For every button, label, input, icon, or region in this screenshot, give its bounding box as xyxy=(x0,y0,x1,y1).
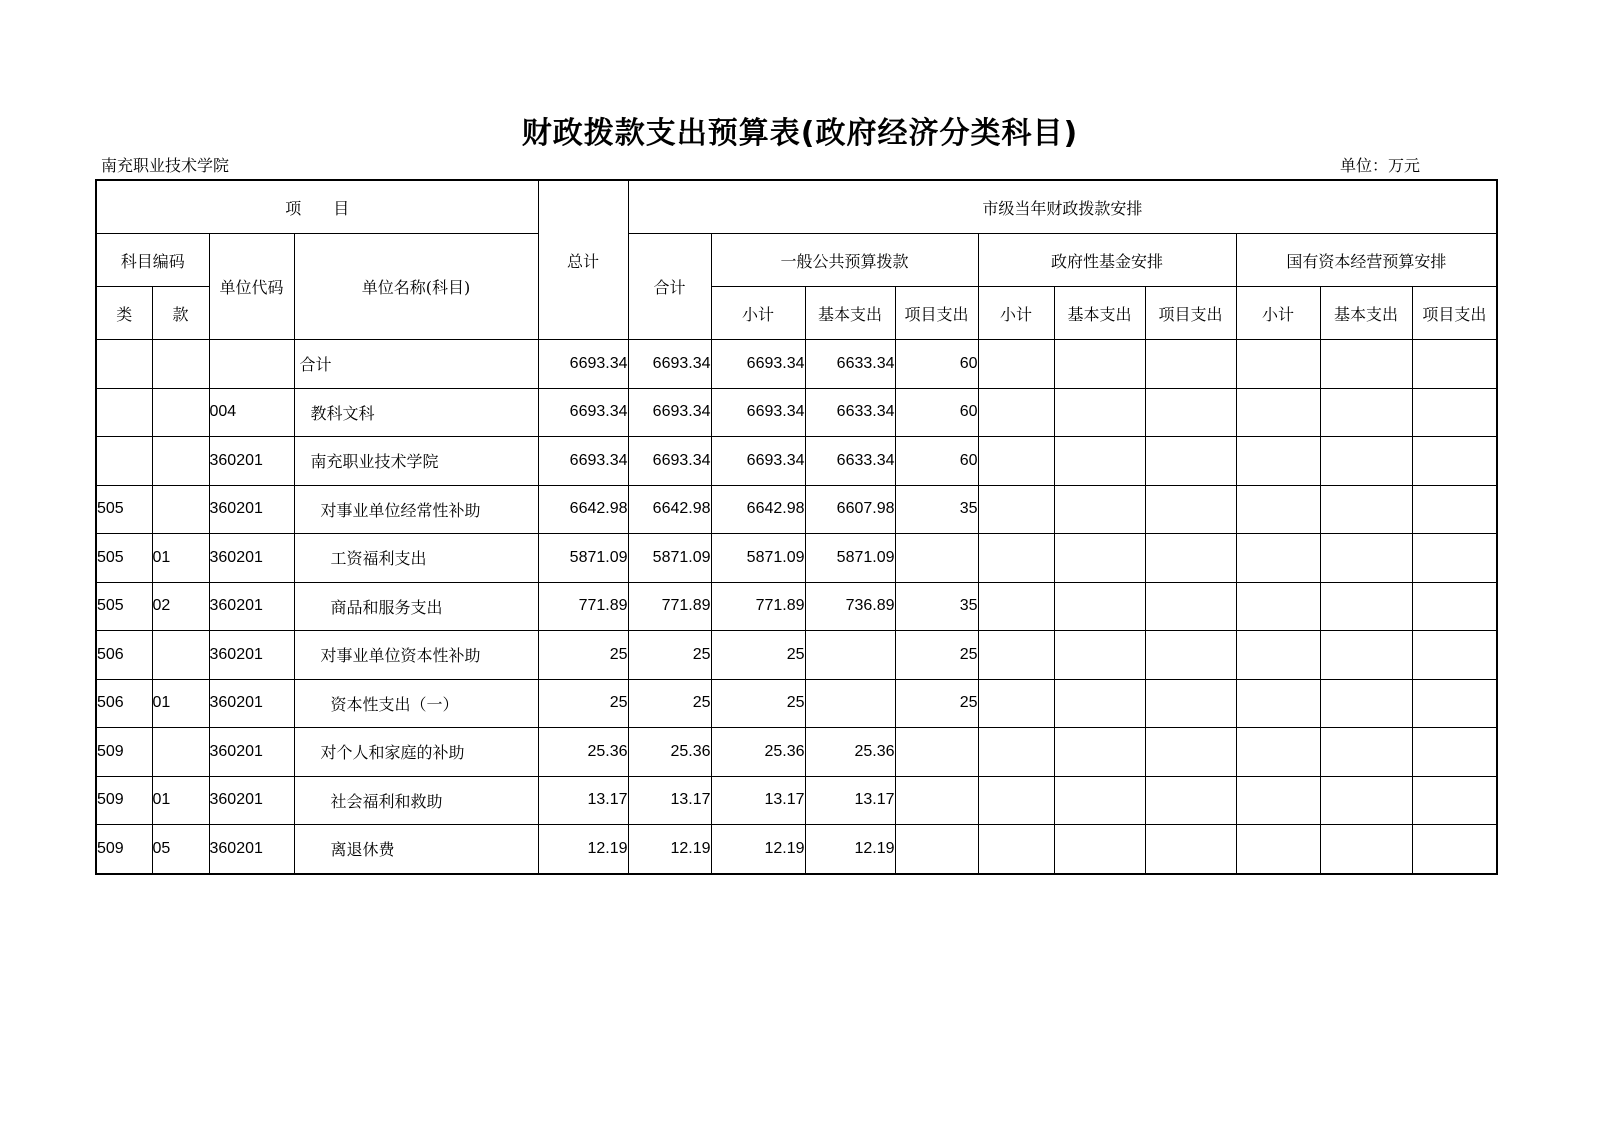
cell-general-item: 35 xyxy=(895,582,978,631)
cell-unit-code: 004 xyxy=(209,388,294,437)
cell-unit-code: 360201 xyxy=(209,631,294,680)
cell-fund-basic xyxy=(1054,728,1145,777)
cell-fund-basic xyxy=(1054,340,1145,389)
cell-general-item xyxy=(895,825,978,874)
cell-fund-item xyxy=(1145,340,1236,389)
cell-general-item xyxy=(895,728,978,777)
cell-unit-code: 360201 xyxy=(209,437,294,486)
cell-kuan: 01 xyxy=(152,776,209,825)
cell-unit-name: 合计 xyxy=(294,340,538,389)
cell-sum: 25 xyxy=(628,679,711,728)
cell-total: 25 xyxy=(538,631,628,680)
cell-fund-item xyxy=(1145,825,1236,874)
cell-capital-basic xyxy=(1320,631,1412,680)
cell-general-subtotal: 25 xyxy=(711,631,805,680)
cell-capital-subtotal xyxy=(1236,679,1320,728)
cell-general-subtotal: 5871.09 xyxy=(711,534,805,583)
cell-capital-basic xyxy=(1320,825,1412,874)
cell-general-basic: 5871.09 xyxy=(805,534,895,583)
header-state-capital: 国有资本经营预算安排 xyxy=(1236,234,1497,287)
budget-table xyxy=(95,179,1498,875)
cell-general-basic: 6633.34 xyxy=(805,340,895,389)
cell-total: 6693.34 xyxy=(538,437,628,486)
cell-capital-item xyxy=(1412,388,1497,437)
cell-unit-code: 360201 xyxy=(209,534,294,583)
cell-sum: 25 xyxy=(628,631,711,680)
cell-fund-item xyxy=(1145,582,1236,631)
table-row xyxy=(96,728,1497,777)
cell-general-basic: 25.36 xyxy=(805,728,895,777)
cell-lei xyxy=(96,437,152,486)
header-capital-basic: 基本支出 xyxy=(1320,287,1412,340)
cell-fund-basic xyxy=(1054,825,1145,874)
cell-capital-basic xyxy=(1320,340,1412,389)
header-capital-subtotal: 小计 xyxy=(1236,287,1320,340)
cell-fund-basic xyxy=(1054,582,1145,631)
cell-capital-subtotal xyxy=(1236,582,1320,631)
header-fund-subtotal: 小计 xyxy=(978,287,1054,340)
header-city-arrangement: 市级当年财政拨款安排 xyxy=(628,180,1497,234)
cell-general-item xyxy=(895,776,978,825)
header-fund-item: 项目支出 xyxy=(1145,287,1236,340)
cell-kuan xyxy=(152,485,209,534)
cell-capital-item xyxy=(1412,340,1497,389)
cell-general-basic: 13.17 xyxy=(805,776,895,825)
table-row xyxy=(96,776,1497,825)
cell-general-subtotal: 25.36 xyxy=(711,728,805,777)
cell-fund-subtotal xyxy=(978,388,1054,437)
cell-capital-basic xyxy=(1320,485,1412,534)
table-row xyxy=(96,437,1497,486)
cell-unit-name: 对事业单位经常性补助 xyxy=(294,485,538,534)
cell-fund-subtotal xyxy=(978,534,1054,583)
cell-capital-subtotal xyxy=(1236,728,1320,777)
cell-lei: 509 xyxy=(96,825,152,874)
cell-general-subtotal: 6693.34 xyxy=(711,437,805,486)
cell-fund-subtotal xyxy=(978,679,1054,728)
cell-capital-basic xyxy=(1320,679,1412,728)
cell-total: 25.36 xyxy=(538,728,628,777)
cell-capital-subtotal xyxy=(1236,437,1320,486)
cell-capital-basic xyxy=(1320,582,1412,631)
cell-general-item: 60 xyxy=(895,340,978,389)
cell-fund-basic xyxy=(1054,534,1145,583)
cell-fund-subtotal xyxy=(978,437,1054,486)
unit-label: 单位：万元 xyxy=(1340,156,1421,175)
cell-capital-item xyxy=(1412,728,1497,777)
cell-capital-item xyxy=(1412,631,1497,680)
page-title: 财政拨款支出预算表(政府经济分类科目) xyxy=(521,116,1079,151)
cell-unit-code: 360201 xyxy=(209,582,294,631)
cell-total: 13.17 xyxy=(538,776,628,825)
cell-fund-item xyxy=(1145,728,1236,777)
cell-fund-item xyxy=(1145,437,1236,486)
cell-capital-subtotal xyxy=(1236,388,1320,437)
cell-capital-basic xyxy=(1320,534,1412,583)
cell-lei: 506 xyxy=(96,631,152,680)
cell-fund-subtotal xyxy=(978,340,1054,389)
cell-sum: 771.89 xyxy=(628,582,711,631)
cell-total: 6693.34 xyxy=(538,388,628,437)
cell-fund-basic xyxy=(1054,437,1145,486)
cell-lei: 505 xyxy=(96,582,152,631)
cell-kuan: 02 xyxy=(152,582,209,631)
header-total: 总计 xyxy=(538,180,628,340)
cell-unit-code: 360201 xyxy=(209,485,294,534)
cell-total: 12.19 xyxy=(538,825,628,874)
cell-fund-subtotal xyxy=(978,825,1054,874)
header-unit-code: 单位代码 xyxy=(209,234,294,340)
cell-fund-basic xyxy=(1054,776,1145,825)
cell-unit-name: 资本性支出（一） xyxy=(294,679,538,728)
cell-unit-name: 工资福利支出 xyxy=(294,534,538,583)
cell-unit-name: 南充职业技术学院 xyxy=(294,437,538,486)
cell-fund-subtotal xyxy=(978,582,1054,631)
cell-kuan: 05 xyxy=(152,825,209,874)
cell-general-subtotal: 13.17 xyxy=(711,776,805,825)
cell-general-basic: 736.89 xyxy=(805,582,895,631)
cell-fund-item xyxy=(1145,485,1236,534)
cell-capital-item xyxy=(1412,582,1497,631)
cell-general-item: 25 xyxy=(895,631,978,680)
cell-capital-item xyxy=(1412,485,1497,534)
table-row xyxy=(96,485,1497,534)
cell-general-item: 60 xyxy=(895,388,978,437)
cell-sum: 5871.09 xyxy=(628,534,711,583)
cell-fund-item xyxy=(1145,388,1236,437)
cell-kuan xyxy=(152,340,209,389)
cell-total: 771.89 xyxy=(538,582,628,631)
cell-fund-subtotal xyxy=(978,728,1054,777)
cell-lei: 505 xyxy=(96,534,152,583)
header-capital-item: 项目支出 xyxy=(1412,287,1497,340)
table-header xyxy=(96,180,1497,340)
table-row xyxy=(96,582,1497,631)
cell-unit-code: 360201 xyxy=(209,825,294,874)
cell-unit-name: 对个人和家庭的补助 xyxy=(294,728,538,777)
cell-total: 25 xyxy=(538,679,628,728)
header-unit-name: 单位名称(科目) xyxy=(294,234,538,340)
cell-capital-item xyxy=(1412,534,1497,583)
cell-lei: 509 xyxy=(96,776,152,825)
cell-sum: 6693.34 xyxy=(628,437,711,486)
cell-fund-basic xyxy=(1054,631,1145,680)
cell-unit-code xyxy=(209,340,294,389)
cell-capital-subtotal xyxy=(1236,340,1320,389)
cell-unit-code: 360201 xyxy=(209,776,294,825)
header-general-item: 项目支出 xyxy=(895,287,978,340)
cell-unit-name: 商品和服务支出 xyxy=(294,582,538,631)
cell-lei: 505 xyxy=(96,485,152,534)
table-row xyxy=(96,679,1497,728)
cell-unit-name: 教科文科 xyxy=(294,388,538,437)
cell-general-item: 35 xyxy=(895,485,978,534)
organization-name: 南充职业技术学院 xyxy=(101,156,230,175)
cell-lei: 506 xyxy=(96,679,152,728)
cell-lei xyxy=(96,340,152,389)
cell-kuan xyxy=(152,631,209,680)
cell-capital-subtotal xyxy=(1236,631,1320,680)
cell-kuan: 01 xyxy=(152,534,209,583)
cell-general-item: 25 xyxy=(895,679,978,728)
cell-fund-basic xyxy=(1054,485,1145,534)
cell-fund-subtotal xyxy=(978,485,1054,534)
cell-general-subtotal: 25 xyxy=(711,679,805,728)
cell-total: 6693.34 xyxy=(538,340,628,389)
cell-general-basic: 6607.98 xyxy=(805,485,895,534)
cell-general-subtotal: 6693.34 xyxy=(711,340,805,389)
cell-sum: 25.36 xyxy=(628,728,711,777)
header-general-subtotal: 小计 xyxy=(711,287,805,340)
cell-kuan xyxy=(152,728,209,777)
cell-kuan xyxy=(152,388,209,437)
cell-total: 5871.09 xyxy=(538,534,628,583)
header-sum: 合计 xyxy=(628,234,711,340)
cell-general-subtotal: 6693.34 xyxy=(711,388,805,437)
header-fund-basic: 基本支出 xyxy=(1054,287,1145,340)
table-row xyxy=(96,388,1497,437)
cell-capital-item xyxy=(1412,437,1497,486)
cell-capital-basic xyxy=(1320,728,1412,777)
header-subject-code: 科目编码 xyxy=(96,234,209,287)
header-general-budget: 一般公共预算拨款 xyxy=(711,234,978,287)
cell-capital-basic xyxy=(1320,437,1412,486)
cell-unit-code: 360201 xyxy=(209,679,294,728)
cell-sum: 6693.34 xyxy=(628,340,711,389)
header-general-basic: 基本支出 xyxy=(805,287,895,340)
cell-fund-item xyxy=(1145,776,1236,825)
cell-kuan xyxy=(152,437,209,486)
cell-general-basic: 12.19 xyxy=(805,825,895,874)
cell-capital-basic xyxy=(1320,776,1412,825)
cell-fund-subtotal xyxy=(978,776,1054,825)
cell-fund-basic xyxy=(1054,388,1145,437)
cell-general-item: 60 xyxy=(895,437,978,486)
cell-general-basic: 6633.34 xyxy=(805,437,895,486)
cell-general-basic: 6633.34 xyxy=(805,388,895,437)
header-gov-fund: 政府性基金安排 xyxy=(978,234,1236,287)
cell-kuan: 01 xyxy=(152,679,209,728)
cell-fund-basic xyxy=(1054,679,1145,728)
cell-general-item xyxy=(895,534,978,583)
table-row xyxy=(96,534,1497,583)
cell-unit-name: 社会福利和救助 xyxy=(294,776,538,825)
cell-capital-item xyxy=(1412,825,1497,874)
cell-general-basic xyxy=(805,631,895,680)
cell-capital-basic xyxy=(1320,388,1412,437)
table-row xyxy=(96,825,1497,874)
cell-unit-code: 360201 xyxy=(209,728,294,777)
cell-capital-subtotal xyxy=(1236,825,1320,874)
cell-fund-item xyxy=(1145,679,1236,728)
cell-fund-subtotal xyxy=(978,631,1054,680)
table-row xyxy=(96,631,1497,680)
cell-fund-item xyxy=(1145,534,1236,583)
cell-general-basic xyxy=(805,679,895,728)
cell-unit-name: 对事业单位资本性补助 xyxy=(294,631,538,680)
header-project: 项 目 xyxy=(96,180,538,234)
cell-lei xyxy=(96,388,152,437)
header-lei: 类 xyxy=(96,287,152,340)
cell-capital-item xyxy=(1412,679,1497,728)
cell-capital-subtotal xyxy=(1236,485,1320,534)
cell-sum: 13.17 xyxy=(628,776,711,825)
cell-fund-item xyxy=(1145,631,1236,680)
cell-unit-name: 离退休费 xyxy=(294,825,538,874)
table-row xyxy=(96,340,1497,389)
table-body xyxy=(96,340,1497,874)
cell-sum: 12.19 xyxy=(628,825,711,874)
cell-sum: 6642.98 xyxy=(628,485,711,534)
cell-general-subtotal: 12.19 xyxy=(711,825,805,874)
cell-capital-item xyxy=(1412,776,1497,825)
cell-capital-subtotal xyxy=(1236,776,1320,825)
cell-total: 6642.98 xyxy=(538,485,628,534)
cell-sum: 6693.34 xyxy=(628,388,711,437)
cell-general-subtotal: 771.89 xyxy=(711,582,805,631)
cell-general-subtotal: 6642.98 xyxy=(711,485,805,534)
header-kuan: 款 xyxy=(152,287,209,340)
cell-capital-subtotal xyxy=(1236,534,1320,583)
cell-lei: 509 xyxy=(96,728,152,777)
